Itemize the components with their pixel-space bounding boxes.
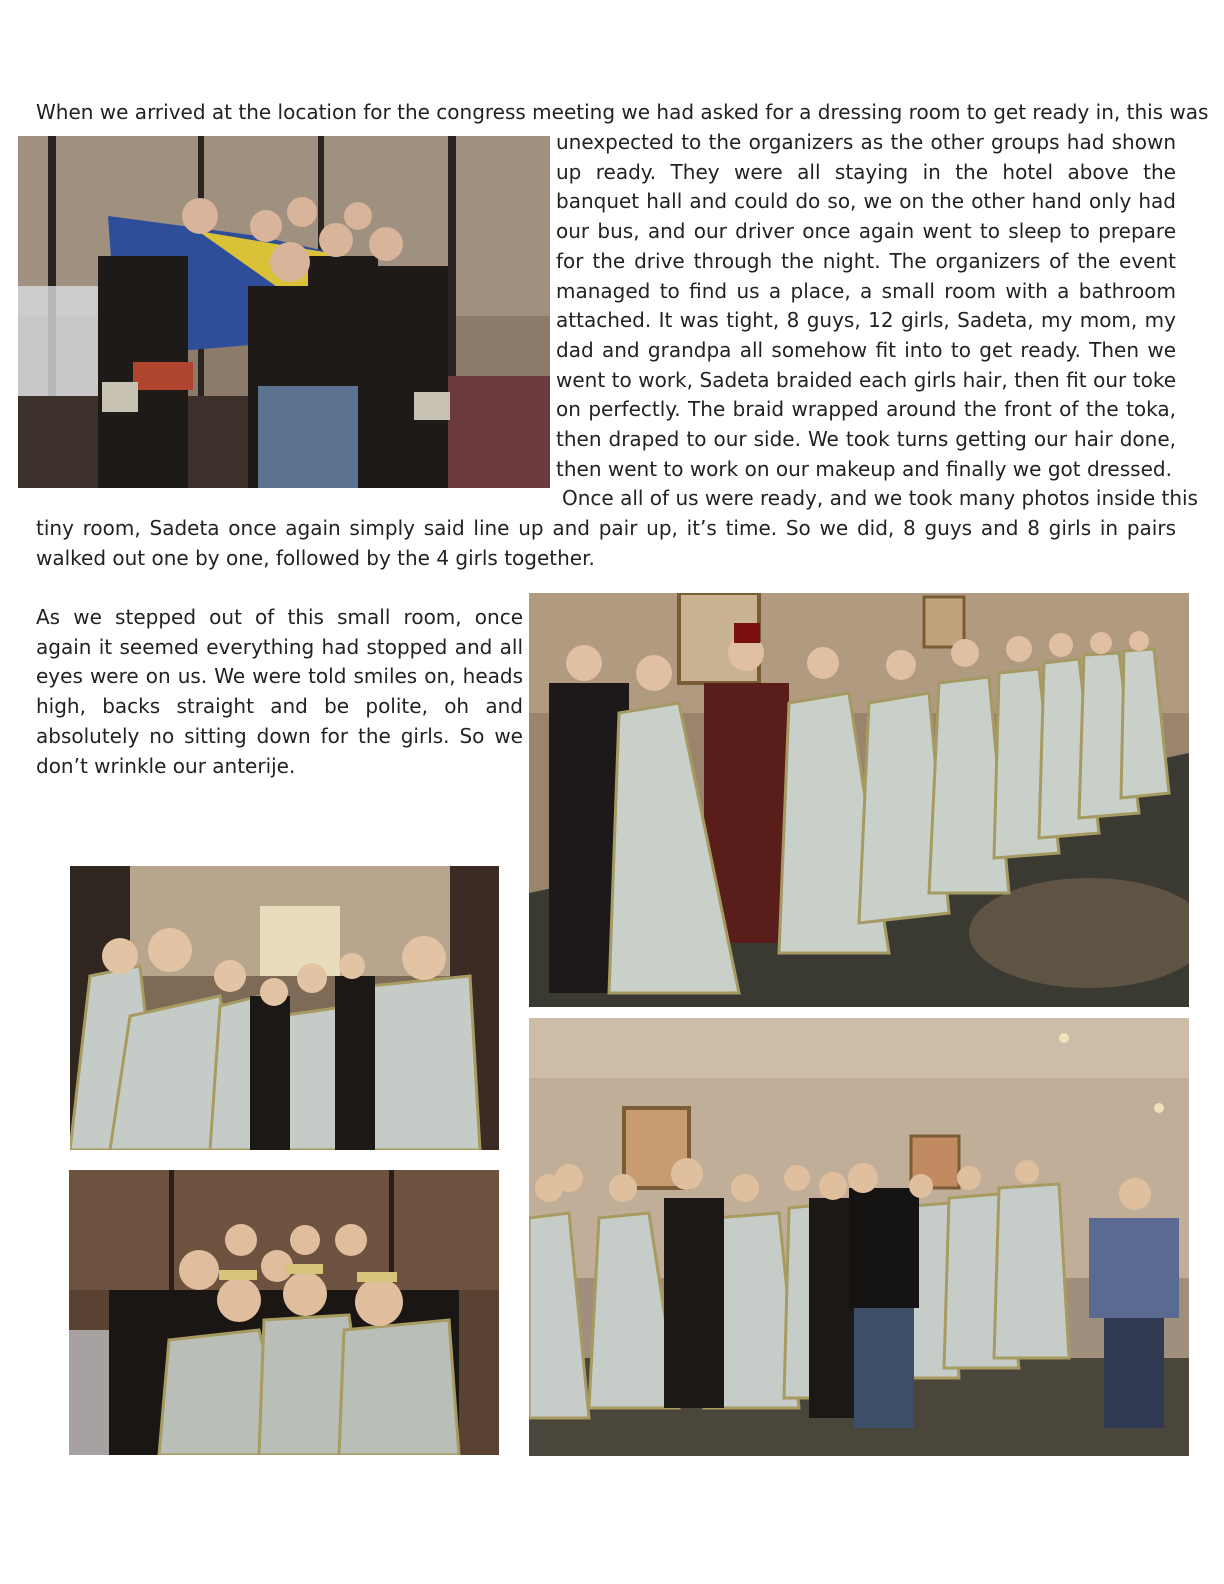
paragraph-2-first-line: Once all of us were ready, and we took many photos inside this — [562, 486, 1198, 510]
paragraph-1-wrapped-text: unexpected to the organizers as the other groups had shown up ready. They were all staying in the hotel above the banquet hall and could do so, we on the other hand only had our bus, and our driver once again went to sleep to prepare for the drive through the night. The organizers of the event managed to find us a place, a small room with a bathroom attached. It was tight, 8 guys, 12 girls, Sadeta, my mom, my dad and grandpa all somehow fit into to get ready. Then we went to work, Sadeta braided each girls hair, then fit our toke on perfectly. The braid wrapped around the front of the toka, then draped to our side. We took turns getting our hair done, then went to work on our makeup and finally we got dressed. — [556, 130, 1176, 481]
photo-procession-line — [529, 593, 1189, 1007]
photo-group-with-flag — [18, 136, 550, 488]
photo-group-closeup — [69, 1170, 499, 1455]
paragraph-1-first-line: When we arrived at the location for the congress meeting we had asked for a dressing room to get ready in, this was — [36, 100, 1209, 124]
paragraph-2-text: tiny room, Sadeta once again simply said line up and pair up, it’s time. So we did, 8 guys and 8 girls in pairs walked out one by one, followed by the 4 girls together. — [36, 516, 1176, 570]
photo-girls-hallway — [70, 866, 499, 1150]
photo-banquet-hall-group — [529, 1018, 1189, 1456]
paragraph-3-text: As we stepped out of this small room, once again it seemed everything had stopped and all eyes were on us. We were told smiles on, heads high, backs straight and be polite, oh and absolutely no sitting down for the girls. So we don’t wrinkle our anterije. — [36, 605, 523, 778]
